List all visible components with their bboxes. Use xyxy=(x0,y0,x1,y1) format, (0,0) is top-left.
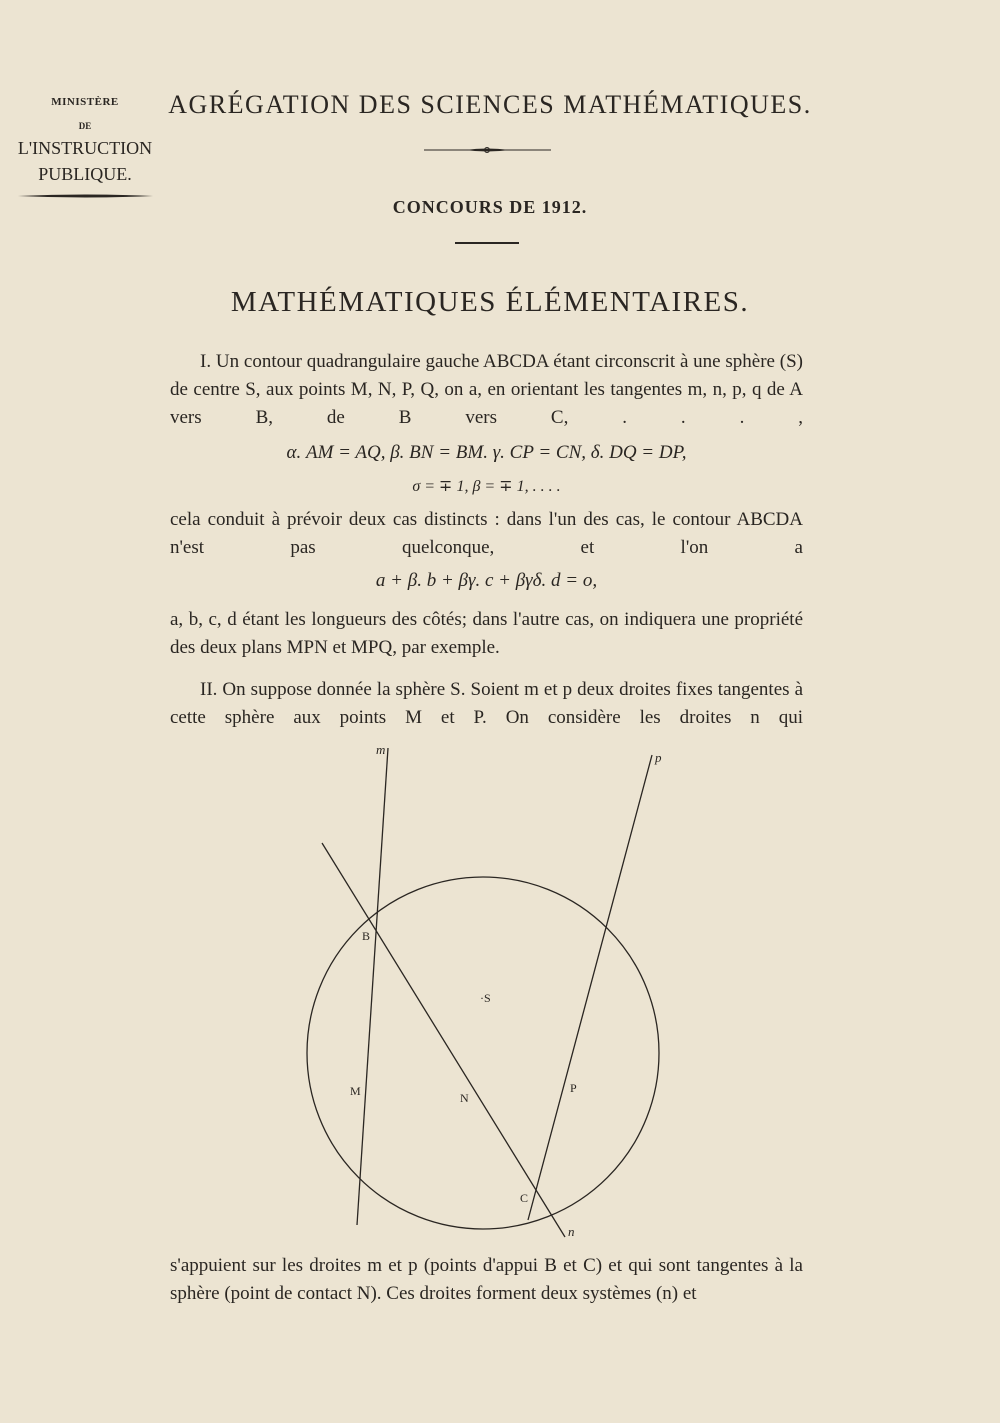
problem2-continuation: s'appuient sur les droites m et p (points d'appui B et C) et qui sont tangentes à la sphère (point de contact N). Ces droites forment deux systèmes (n) et xyxy=(170,1255,803,1304)
label-B: B xyxy=(362,929,371,943)
label-C: C xyxy=(520,1191,529,1205)
ministry-line2: DE xyxy=(78,121,92,131)
problem1-statement: I. Un contour quadrangulaire gauche ABCDA étant circonscrit à une sphère (S) de centre S, aux points M, N, P, Q, on a, en orientant les tangentes m, n, p, q de A vers B, de B vers C, . . . , xyxy=(170,351,803,428)
concours-heading: CONCOURS DE 1912. xyxy=(392,197,588,217)
label-m: m xyxy=(376,742,386,757)
problem1-equation3: a + β. b + βγ. c + βγδ. d = o, xyxy=(375,570,598,591)
label-n: n xyxy=(568,1224,575,1239)
problem1-cases: cela conduit à prévoir deux cas distincts : dans l'un des cas, le contour ABCDA n'est pas quelconque, et l'on a xyxy=(170,509,803,558)
label-S: ·S xyxy=(480,991,491,1005)
ministry-line4: PUBLIQUE. xyxy=(38,164,132,184)
section-title: MATHÉMATIQUES ÉLÉMENTAIRES. xyxy=(230,286,750,318)
label-p: p xyxy=(655,750,662,765)
label-P: P xyxy=(570,1081,577,1095)
ministry-line3: L'INSTRUCTION xyxy=(17,138,153,158)
ministry-ornament-rule xyxy=(18,192,153,200)
problem1-equation1: α. AM = AQ, β. BN = BM. γ. CP = CN, δ. DQ = DP, xyxy=(286,442,687,463)
line-p xyxy=(528,755,652,1220)
problem1-conclusion: a, b, c, d étant les longueurs des côtés; dans l'autre cas, on indiquera une propriété des deux plans MPN et MPQ, par exemple. xyxy=(170,609,803,658)
problem1-equation2: σ = ∓ 1, β = ∓ 1, . . . . xyxy=(412,478,561,495)
ministry-line1: MINISTÈRE xyxy=(51,96,119,108)
geometry-figure xyxy=(290,740,710,1250)
title-ornament-rule xyxy=(420,146,555,154)
exam-title: AGRÉGATION DES SCIENCES MATHÉMATIQUES. xyxy=(168,90,812,119)
label-M: M xyxy=(350,1084,361,1098)
line-m xyxy=(357,748,388,1225)
label-N: N xyxy=(460,1091,469,1105)
concours-rule xyxy=(455,242,519,244)
problem2-statement: II. On suppose donnée la sphère S. Soient m et p deux droites fixes tangentes à cette sphère aux points M et P. On considère les droites n qui xyxy=(170,679,803,728)
